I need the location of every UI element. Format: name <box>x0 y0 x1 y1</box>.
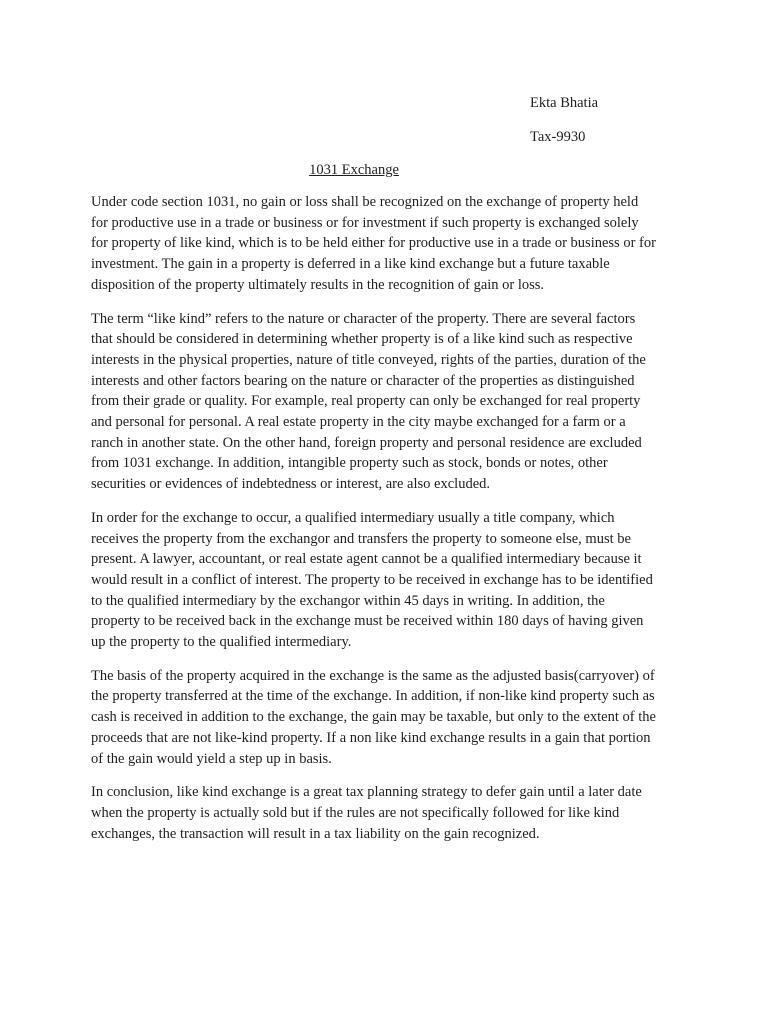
document-title: 1031 Exchange <box>309 162 399 178</box>
text-line: the property transferred at the time of the exchange. In addition, if non-like kind property such as <box>91 688 655 705</box>
course-code: Tax-9930 <box>530 129 586 145</box>
text-line: cash is received in addition to the exchange, the gain may be taxable, but only to the extent of the <box>91 709 656 726</box>
paragraph-intro <box>91 192 691 296</box>
paragraph-conclusion <box>91 782 691 844</box>
text-line: exchanges, the transaction will result in a tax liability on the gain recognized. <box>91 825 540 842</box>
author-name: Ekta Bhatia <box>530 95 599 111</box>
text-line: securities or evidences of indebtedness or interest, are also excluded. <box>91 476 491 493</box>
text-line: to the qualified intermediary by the exchangor within 45 days in writing. In addition, the <box>91 592 605 609</box>
text-line: present. A lawyer, accountant, or real estate agent cannot be a qualified intermediary because it <box>91 551 642 568</box>
text-line: from 1031 exchange. In addition, intangible property such as stock, bonds or notes, other <box>91 455 608 472</box>
text-line: The basis of the property acquired in the exchange is the same as the adjusted basis(carryover) of <box>91 667 655 684</box>
text-line: when the property is actually sold but if the rules are not specifically followed for like kind <box>91 804 620 821</box>
text-line: and personal for personal. A real estate property in the city maybe exchanged for a farm or a <box>91 414 626 431</box>
text-line: In order for the exchange to occur, a qualified intermediary usually a title company, which <box>91 509 615 526</box>
text-line: that should be considered in determining whether property is of a like kind such as respective <box>91 331 633 348</box>
text-line: would result in a conflict of interest. The property to be received in exchange has to be identified <box>91 571 653 588</box>
text-line: ranch in another state. On the other hand, foreign property and personal residence are excluded <box>91 434 642 451</box>
paragraph-basis <box>91 666 691 770</box>
text-line: Under code section 1031, no gain or loss shall be recognized on the exchange of property held <box>91 194 639 210</box>
text-line: of the gain would yield a step up in basis. <box>91 750 332 767</box>
text-line: investment. The gain in a property is deferred in a like kind exchange but a future taxable <box>91 256 610 273</box>
document-body <box>91 192 691 857</box>
text-line: disposition of the property ultimately results in the recognition of gain or loss. <box>91 276 545 293</box>
text-line: The term “like kind” refers to the nature or character of the property. There are several factors <box>91 310 636 327</box>
paragraph-like-kind <box>91 309 691 495</box>
text-line: interests and other factors bearing on the nature or character of the properties as distinguished <box>91 372 635 389</box>
text-line: up the property to the qualified intermediary. <box>91 634 352 651</box>
text-line: for property of like kind, which is to be held either for productive use in a trade or business or for <box>91 235 656 252</box>
text-line: proceeds that are not like-kind property. If a non like kind exchange results in a gain that portion <box>91 729 651 746</box>
text-line: from their grade or quality. For example, real property can only be exchanged for real property <box>91 393 641 410</box>
text-line: In conclusion, like kind exchange is a great tax planning strategy to defer gain until a later date <box>91 784 642 801</box>
text-line: interests in the physical properties, nature of title conveyed, rights of the parties, duration of the <box>91 351 646 368</box>
paragraph-intermediary <box>91 508 691 653</box>
text-line: receives the property from the exchangor and transfers the property to someone else, must be <box>91 530 631 547</box>
text-line: property to be received back in the exchange must be received within 180 days of having given <box>91 613 644 630</box>
text-line: for productive use in a trade or business or for investment if such property is exchanged solely <box>91 214 639 231</box>
